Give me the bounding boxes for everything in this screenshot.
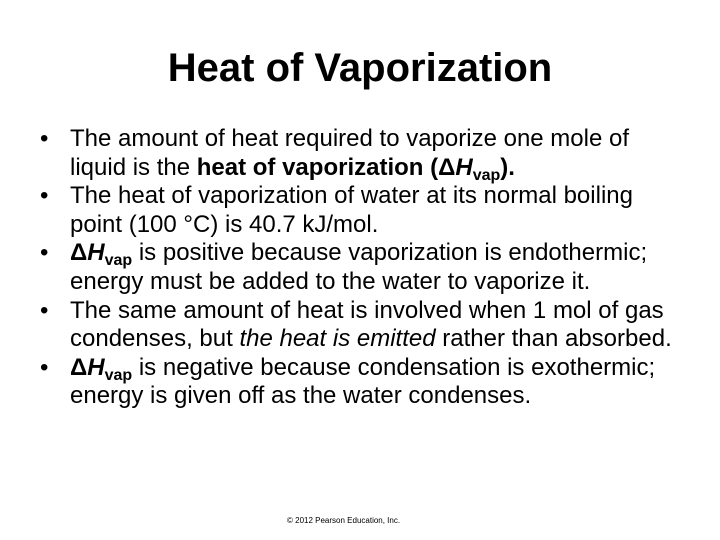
bullet-bold-close: ).	[500, 153, 515, 181]
symbol-delta: Δ	[70, 239, 88, 267]
bullet-positive-endothermic	[40, 239, 690, 296]
symbol-h: H	[87, 353, 105, 381]
bullet-heat-definition	[40, 125, 690, 182]
symbol-h: H	[455, 153, 473, 181]
bullet-marker: •	[40, 125, 49, 152]
bullet-text: is negative because condensation is exothermic; energy is given off as the water condenses.	[70, 353, 656, 410]
bullet-text: The same amount of heat is involved when 1 mol of gas condenses, but	[70, 296, 664, 353]
bullet-marker: •	[40, 182, 49, 210]
bullet-list	[40, 125, 690, 411]
bullet-text: is positive because vaporization is endothermic; energy must be added to the water to vaporize it.	[70, 239, 648, 295]
bullet-text: The heat of vaporization of water at its normal boiling point (100 °C) is 40.7 kJ/mol.	[70, 182, 633, 238]
bullet-water-value	[40, 182, 690, 239]
bullet-condensation	[40, 297, 690, 354]
bullet-text: The amount of heat required to vaporize one mole of liquid is the	[70, 125, 630, 181]
slide-title: Heat of Vaporization	[167, 46, 553, 90]
subscript-vap: vap	[472, 166, 501, 184]
subscript-vap: vap	[104, 252, 133, 270]
bullet-text-end: rather than absorbed.	[435, 325, 672, 353]
bullet-marker: •	[40, 296, 49, 324]
bullet-bold-term: heat of vaporization (Δ	[196, 153, 456, 181]
copyright-notice: © 2012 Pearson Education, Inc.	[287, 516, 401, 525]
subscript-vap: vap	[104, 366, 133, 384]
symbol-delta: Δ	[70, 353, 88, 381]
bullet-marker: •	[40, 239, 49, 267]
bullet-marker: •	[40, 353, 49, 381]
bullet-italic-phrase: the heat is emitted	[239, 325, 436, 353]
bullet-negative-exothermic	[40, 354, 690, 411]
symbol-h: H	[87, 239, 105, 267]
